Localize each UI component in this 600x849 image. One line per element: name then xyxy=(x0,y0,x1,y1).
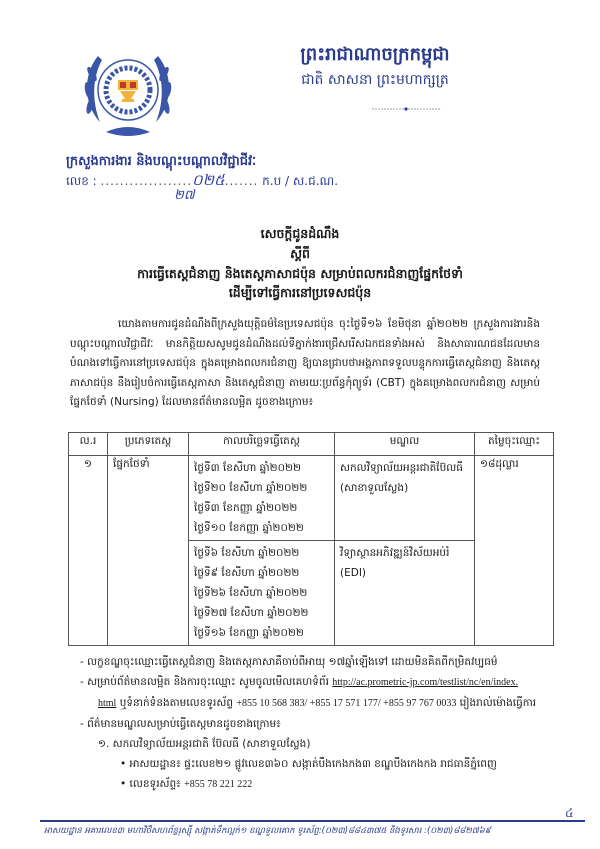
ref-day-handwritten: ២៧ xyxy=(174,188,195,203)
note-registration: - សម្រាប់ព័ត៌មានលម្អិត និងការចុះឈ្មោះ សូមចូលមើលគេហទំព័រ http://ac.prometric-jp.com/testlist/nc/en/index. xyxy=(80,676,519,688)
test-date: ថ្ងៃទី១០ ខែកញ្ញា ឆ្នាំ២០២២ xyxy=(194,522,304,534)
footer-divider xyxy=(40,820,585,822)
center1-phone: • លេខទូរស័ព្ទ៖ +855 78 221 222 xyxy=(120,778,253,790)
note-registration-cont: html ឬទំនាក់ទំនងតាមលេខទូរស័ព្ទ +855 10 568 383/ +855 17 571 177/ +855 97 767 0033 រៀងរាល់ម៉ោងធ្វើការ xyxy=(98,697,537,709)
row-test-type: ផ្នែកថែទាំ xyxy=(108,456,189,646)
test-date: ថ្ងៃទី១៦ ខែកញ្ញា ឆ្នាំ២០២២ xyxy=(194,627,304,639)
row-fee: ១៨ដុល្លារ xyxy=(475,456,554,646)
center1-address: • អាសយដ្ឋាន៖ ផ្ទះលេខ២១ ផ្លូវលេខ៣៦០ សង្កាត់បឹងកេងកង៣ ខណ្ឌបឹងកេងកង រាជធានីភ្នំពេញ xyxy=(120,758,497,770)
test-date: ថ្ងៃទី៣ ខែកញ្ញា ឆ្នាំ២០២២ xyxy=(194,502,298,514)
reference-number xyxy=(66,171,339,203)
row-dates-center2 xyxy=(189,541,335,646)
test-date: ថ្ងៃទី៣ ខែសីហា ឆ្នាំ២០២២ xyxy=(194,462,301,474)
test-schedule-table xyxy=(68,432,554,646)
ref-number-handwritten: ០២៥ xyxy=(192,171,225,189)
center-branch: (សាខាទួលស្លែង) xyxy=(340,482,409,494)
test-date: ថ្ងៃទី២៦ ខែសីហា ឆ្នាំ២០២២ xyxy=(194,587,308,599)
contact-phones: +855 10 568 383/ +855 17 571 177/ +855 97 767 0033 xyxy=(236,698,457,709)
registration-link-cont[interactable]: html xyxy=(98,698,117,709)
registration-link[interactable]: http://ac.prometric-jp.com/testlist/nc/en/index. xyxy=(332,677,519,688)
row-dates-center1 xyxy=(189,456,335,541)
col-test-type: ប្រភេទតេស្ត xyxy=(108,433,189,456)
ornament-divider xyxy=(372,96,440,100)
kingdom-title: ព្រះរាជាណាចក្រកម្ពុជា xyxy=(300,44,450,65)
table-header-row xyxy=(69,433,554,456)
ref-suffix: ក.ប / ស.ជ.ណ. xyxy=(262,174,339,188)
ref-dots: ................... xyxy=(100,174,193,188)
center-name: សកលវិទ្យាល័យអន្តរជាតិប៊ែលធី xyxy=(340,462,463,474)
notice-subject-line1: ការធ្វើតេស្តជំនាញ និងតេស្តភាសាជប៉ុន សម្រាប់ពលករជំនាញផ្នែកថែទាំ xyxy=(137,266,463,281)
test-date: ថ្ងៃទី៦ ខែសីហា ឆ្នាំ២០២២ xyxy=(194,547,300,559)
row-center2 xyxy=(335,541,475,646)
page-mark: ៤ xyxy=(565,806,574,820)
notice-subject-label: ស្តីពី xyxy=(290,246,310,261)
ref-dots-right: ....... xyxy=(224,174,259,188)
note-eligibility: - លក្ខខណ្ឌចុះឈ្មោះធ្វើតេស្តជំនាញ និងតេស្តភាសាគឺចាប់ពីអាយុ ១៧ឆ្នាំឡើងទៅ ដោយមិនគិតពីកម្រិតវប្បធម៌ xyxy=(80,656,498,668)
col-center: មណ្ឌល xyxy=(335,433,475,456)
body-paragraph: យោងតាមការជូនដំណឹងពីក្រសួងយុត្តិធម៌នៃប្រទេសជប៉ុន ចុះថ្ងៃទី១៦ ខែមិថុនា ឆ្នាំ២០២២ ក្រសួងការងារនិងបណ្តុះបណ្តាលវិជ្ជាជីវៈ មានកិត្តិយសសូមជូនដំណឹងដល់ទីភ្នាក់ងារជ្រើសរើសឯកជនទាំងអស់ និងសាធារណជនដែលមានបំណងទៅធ្វើការនៅប្រទេសជប៉ុន ក្នុងគម្រោងពលករជំនាញ ឱ្យបានជ្រាបថាអង្គភាពទទួលបន្ទុកការធ្វើតេស្តជំនាញ និងតេស្តភាសាជប៉ុន នឹងរៀបចំការធ្វើតេស្តភាសា និងតេស្តជំនាញ តាមរយៈប្រព័ន្ធកុំព្យូទ័រ (CBT) ក្នុងគម្រោងពលករជំនាញ សម្រាប់ផ្នែកថែទាំ (Nursing) ដែលមានព័ត៌មានលម្អិត ដូចខាងក្រោម៖ xyxy=(70,318,540,408)
footer-address: អាសយដ្ឋាន អគារលេខ៣ មហាវិថីសហព័ន្ធរុស្ស៊ី សង្កាត់ទឹកល្អក់១ ខណ្ឌទួលគោក ទូរស័ព្ទ:(០២៣)៨៨៤៣៧៥ និងទូរសារ :(០២៣)៨៨២៧៦៩ xyxy=(44,826,491,836)
center1-title: ១. សកលវិទ្យាល័យអន្តរជាតិ ប៊ែលធី (សាខាទួលស្លែង) xyxy=(98,738,311,750)
notice-title: សេចក្តីជូនដំណឹង xyxy=(260,226,340,241)
note-centers-heading: - ព័ត៌មានមណ្ឌលសម្រាប់ធ្វើតេស្តមានដូចខាងក្រោម៖ xyxy=(80,718,281,730)
notice-subject-line2: ដើម្បីទៅធ្វើការនៅប្រទេសជប៉ុន xyxy=(228,285,372,300)
row-center1 xyxy=(335,456,475,541)
ref-label: លេខ : xyxy=(66,174,97,188)
col-test-dates: កាលបរិច្ឆេទធ្វើតេស្ត xyxy=(189,433,335,456)
national-motto: ជាតិ សាសនា ព្រះមហាក្សត្រ xyxy=(301,72,449,88)
center-name: វិទ្យាស្ថានអភិវឌ្ឍន៍វិស័យអប់រំ (EDI) xyxy=(340,547,450,579)
test-date: ថ្ងៃទី២៧ ខែសីហា ឆ្នាំ២០២២ xyxy=(194,607,309,619)
notes-list xyxy=(80,652,560,795)
col-fee: តម្លៃចុះឈ្មោះ xyxy=(475,433,554,456)
table-row xyxy=(69,456,554,541)
ministry-name: ក្រសួងការងារ និងបណ្តុះបណ្តាលវិជ្ជាជីវៈ xyxy=(66,154,257,169)
test-date: ថ្ងៃទី៩ ខែសីហា ឆ្នាំ២០២២ xyxy=(194,567,300,579)
test-date: ថ្ងៃទី២០ ខែសីហា ឆ្នាំ២០២២ xyxy=(194,482,308,494)
col-no: ល.រ xyxy=(69,433,108,456)
row-no: ១ xyxy=(69,456,108,646)
